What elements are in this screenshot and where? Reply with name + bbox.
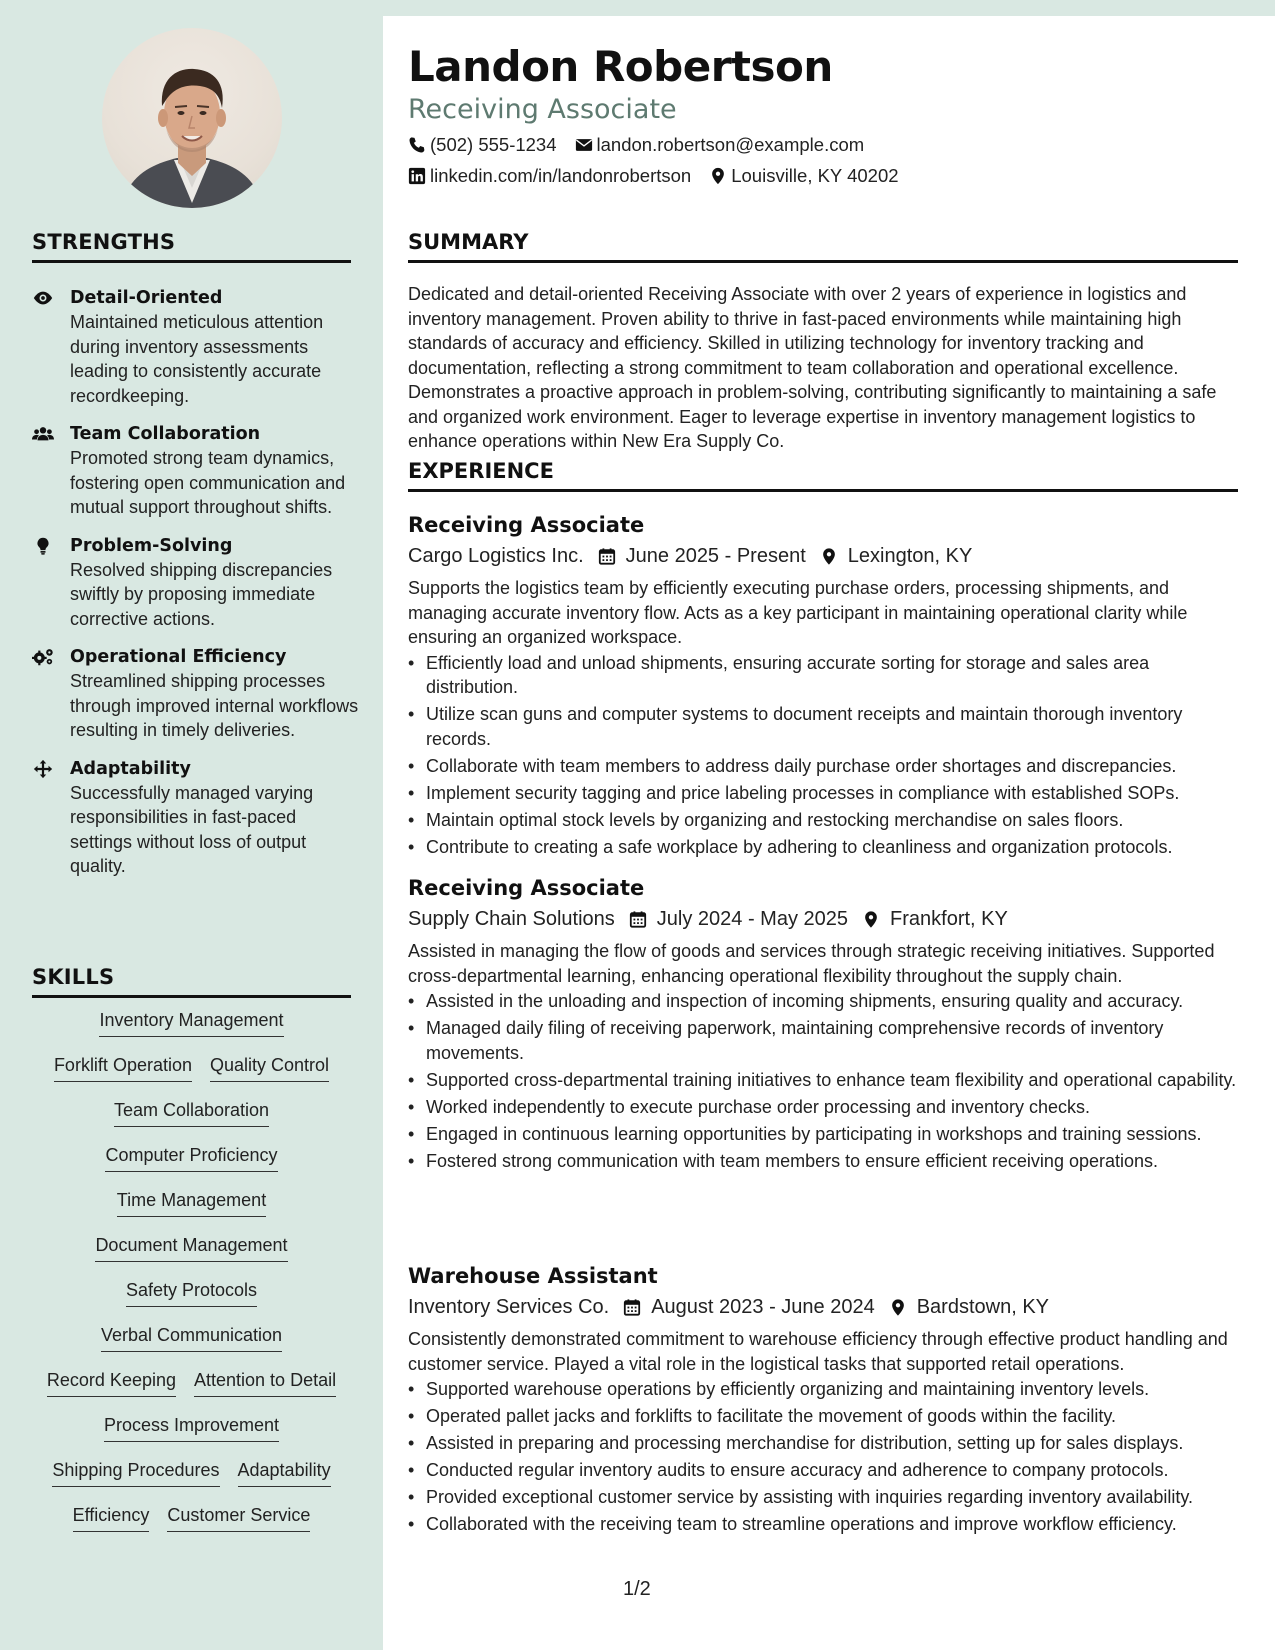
job-location: Bardstown, KY bbox=[916, 1296, 1050, 1318]
summary-heading: SUMMARY bbox=[408, 230, 1238, 263]
contact-row bbox=[408, 165, 917, 187]
job-meta bbox=[408, 903, 1238, 935]
arrows-move-icon bbox=[32, 757, 70, 879]
job-bullets bbox=[408, 989, 1238, 1173]
bullet-item: • Worked independently to execute purchase order processing and inventory checks. bbox=[408, 1095, 1238, 1120]
bullet-item: • Maintain optimal stock levels by organizing and restocking merchandise on sales floors. bbox=[408, 808, 1238, 833]
bullet-item: • Engaged in continuous learning opportunities by participating in workshops and training sessions. bbox=[408, 1122, 1238, 1147]
skill-tag: Time Management bbox=[117, 1188, 266, 1217]
candidate-title: Receiving Associate bbox=[408, 94, 677, 125]
skill-tag: Verbal Communication bbox=[101, 1323, 282, 1352]
skill-tag: Adaptability bbox=[238, 1458, 331, 1487]
job-title: Warehouse Assistant bbox=[408, 1264, 658, 1288]
skill-tag: Quality Control bbox=[210, 1053, 329, 1082]
strength-desc: Streamlined shipping processes through improved internal workflows resulting in timely deliveries. bbox=[70, 671, 359, 740]
job-dates: June 2025 - Present bbox=[625, 545, 806, 567]
skill-tag: Process Improvement bbox=[104, 1413, 279, 1442]
linkedin-contact[interactable] bbox=[408, 165, 691, 187]
job-description: Assisted in managing the flow of goods and services through strategic receiving initiatives. Supported cross-departmental learning, enhancing operational flexibility throughout the supply chain. bbox=[408, 941, 1215, 986]
eye-icon bbox=[32, 286, 70, 408]
job-dates: July 2024 - May 2025 bbox=[656, 908, 849, 930]
linkedin-icon bbox=[408, 167, 426, 185]
strength-title: Team Collaboration bbox=[70, 424, 261, 444]
map-pin-icon bbox=[820, 547, 838, 566]
bullet-item: • Contribute to creating a safe workplace by adhering to cleanliness and organization protocols. bbox=[408, 835, 1238, 860]
skills-heading: SKILLS bbox=[32, 965, 351, 998]
skills-list bbox=[32, 1008, 351, 1548]
phone-icon bbox=[408, 136, 426, 154]
strength-item bbox=[32, 645, 362, 743]
strengths-list bbox=[32, 286, 362, 893]
skill-tag: Forklift Operation bbox=[54, 1053, 192, 1082]
strengths-heading: STRENGTHS bbox=[32, 230, 351, 263]
phone-text: (502) 555-1234 bbox=[430, 134, 557, 155]
strength-desc: Resolved shipping discrepancies swiftly by proposing immediate corrective actions. bbox=[70, 559, 333, 629]
skill-tag: Computer Proficiency bbox=[105, 1143, 277, 1172]
candidate-name: Landon Robertson bbox=[408, 42, 833, 91]
bullet-item: • Collaborated with the receiving team to streamline operations and improve workflow efficiency. bbox=[408, 1512, 1238, 1537]
calendar-icon bbox=[598, 547, 616, 566]
job-entry bbox=[408, 873, 1238, 1176]
job-location: Lexington, KY bbox=[847, 545, 973, 567]
job-company: Supply Chain Solutions bbox=[408, 908, 615, 930]
bullet-item: • Efficiently load and unload shipments, ensuring accurate sorting for storage and sales area distribution. bbox=[408, 651, 1238, 700]
skill-tag: Record Keeping bbox=[47, 1368, 176, 1397]
users-icon bbox=[32, 422, 70, 520]
bullet-item: • Fostered strong communication with team members to ensure efficient receiving operations. bbox=[408, 1149, 1238, 1174]
location-contact bbox=[709, 165, 898, 187]
skill-tag: Shipping Procedures bbox=[52, 1458, 219, 1487]
job-location: Frankfort, KY bbox=[890, 908, 1008, 930]
skill-tag: Document Management bbox=[95, 1233, 287, 1262]
experience-heading: EXPERIENCE bbox=[408, 459, 1238, 492]
strength-desc: Maintained meticulous attention during inventory assessments leading to consistently accurate recordkeeping. bbox=[70, 312, 324, 406]
job-description: Supports the logistics team by efficiently executing purchase orders, processing shipments, and managing accurate inventory flow. Acts as a key participant in maintaining operational clarity while ensuring an organized workspace. bbox=[408, 578, 1188, 647]
strength-title: Adaptability bbox=[70, 758, 191, 779]
strength-item bbox=[32, 757, 362, 879]
job-title: Receiving Associate bbox=[408, 876, 645, 900]
calendar-icon bbox=[629, 910, 647, 929]
strength-title: Operational Efficiency bbox=[70, 647, 287, 667]
avatar bbox=[102, 28, 282, 208]
job-company: Inventory Services Co. bbox=[408, 1296, 610, 1318]
main-content bbox=[383, 16, 1275, 1650]
email-contact[interactable] bbox=[575, 134, 865, 156]
map-pin-icon bbox=[709, 167, 727, 185]
bullet-item: • Utilize scan guns and computer systems to document receipts and maintain thorough inventory records. bbox=[408, 702, 1238, 751]
job-entry bbox=[408, 510, 1238, 862]
bullet-item: • Supported cross-departmental training initiatives to enhance team flexibility and operational capability. bbox=[408, 1068, 1238, 1093]
bullet-item: • Conducted regular inventory audits to ensure accuracy and adherence to company protocols. bbox=[408, 1458, 1238, 1483]
job-bullets bbox=[408, 651, 1238, 860]
strength-title: Problem-Solving bbox=[70, 535, 233, 556]
job-company: Cargo Logistics Inc. bbox=[408, 545, 584, 567]
strength-item bbox=[32, 422, 362, 520]
skill-tag: Safety Protocols bbox=[126, 1278, 257, 1307]
gears-icon bbox=[32, 645, 70, 743]
contact-row bbox=[408, 134, 882, 156]
envelope-icon bbox=[575, 136, 593, 154]
summary-text: Dedicated and detail-oriented Receiving Associate with over 2 years of experience in logistics and inventory management. Proven ability to thrive in fast-paced environments while maintaining high standards of accuracy and efficiency. Skilled in utilizing technology for inventory tracking and documentation, reflecting a strong commitment to team collaboration and operational excellence. Demonstrates a proactive approach in problem-solving, contributing significantly to maintaining a safe and organized work environment. Eager to leverage expertise in inventory management logistics to enhance operations within New Era Supply Co. bbox=[408, 284, 1217, 451]
profile-photo bbox=[102, 28, 282, 208]
strength-title: Detail-Oriented bbox=[70, 288, 223, 308]
map-pin-icon bbox=[862, 910, 880, 929]
lightbulb-icon bbox=[32, 534, 70, 632]
bullet-item: • Supported warehouse operations by efficiently organizing and maintaining inventory levels. bbox=[408, 1377, 1238, 1402]
strength-item bbox=[32, 286, 362, 408]
job-title: Receiving Associate bbox=[408, 513, 645, 537]
strength-desc: Promoted strong team dynamics, fostering open communication and mutual support throughout shifts. bbox=[70, 448, 346, 517]
calendar-icon bbox=[623, 1298, 641, 1317]
strength-desc: Successfully managed varying responsibilities in fast-paced settings without loss of output quality. bbox=[70, 782, 314, 876]
bullet-item: • Operated pallet jacks and forklifts to facilitate the movement of goods within the facility. bbox=[408, 1404, 1238, 1429]
job-meta bbox=[408, 540, 1238, 572]
bullet-item: • Provided exceptional customer service by assisting with inquiries regarding inventory availability. bbox=[408, 1485, 1238, 1510]
bullet-item: • Collaborate with team members to address daily purchase order shortages and discrepancies. bbox=[408, 754, 1238, 779]
linkedin-text: linkedin.com/in/landonrobertson bbox=[430, 165, 692, 186]
location-text: Louisville, KY 40202 bbox=[731, 165, 899, 186]
job-dates: August 2023 - June 2024 bbox=[651, 1296, 875, 1318]
skill-tag: Inventory Management bbox=[99, 1008, 283, 1037]
skill-tag: Efficiency bbox=[73, 1503, 150, 1532]
job-description: Consistently demonstrated commitment to warehouse efficiency through effective product handling and customer service. Played a vital role in the logistical tasks that supported retail operations. bbox=[408, 1329, 1228, 1374]
job-meta bbox=[408, 1291, 1238, 1323]
bullet-item: • Assisted in preparing and processing merchandise for distribution, setting up for sales displays. bbox=[408, 1431, 1238, 1456]
strength-item bbox=[32, 534, 362, 632]
email-text: landon.robertson@example.com bbox=[596, 134, 865, 155]
bullet-item: • Implement security tagging and price labeling processes in compliance with established SOPs. bbox=[408, 781, 1238, 806]
phone-contact[interactable] bbox=[408, 134, 557, 156]
skill-tag: Attention to Detail bbox=[194, 1368, 336, 1397]
bullet-item: • Assisted in the unloading and inspection of incoming shipments, ensuring quality and accuracy. bbox=[408, 989, 1238, 1014]
job-entry bbox=[408, 1261, 1238, 1539]
map-pin-icon bbox=[889, 1298, 907, 1317]
job-bullets bbox=[408, 1377, 1238, 1537]
skill-tag: Team Collaboration bbox=[114, 1098, 269, 1127]
sidebar bbox=[0, 0, 383, 1650]
page-number: 1/2 bbox=[623, 1578, 651, 1600]
skill-tag: Customer Service bbox=[167, 1503, 310, 1532]
bullet-item: • Managed daily filing of receiving paperwork, maintaining comprehensive records of inventory movements. bbox=[408, 1016, 1238, 1065]
